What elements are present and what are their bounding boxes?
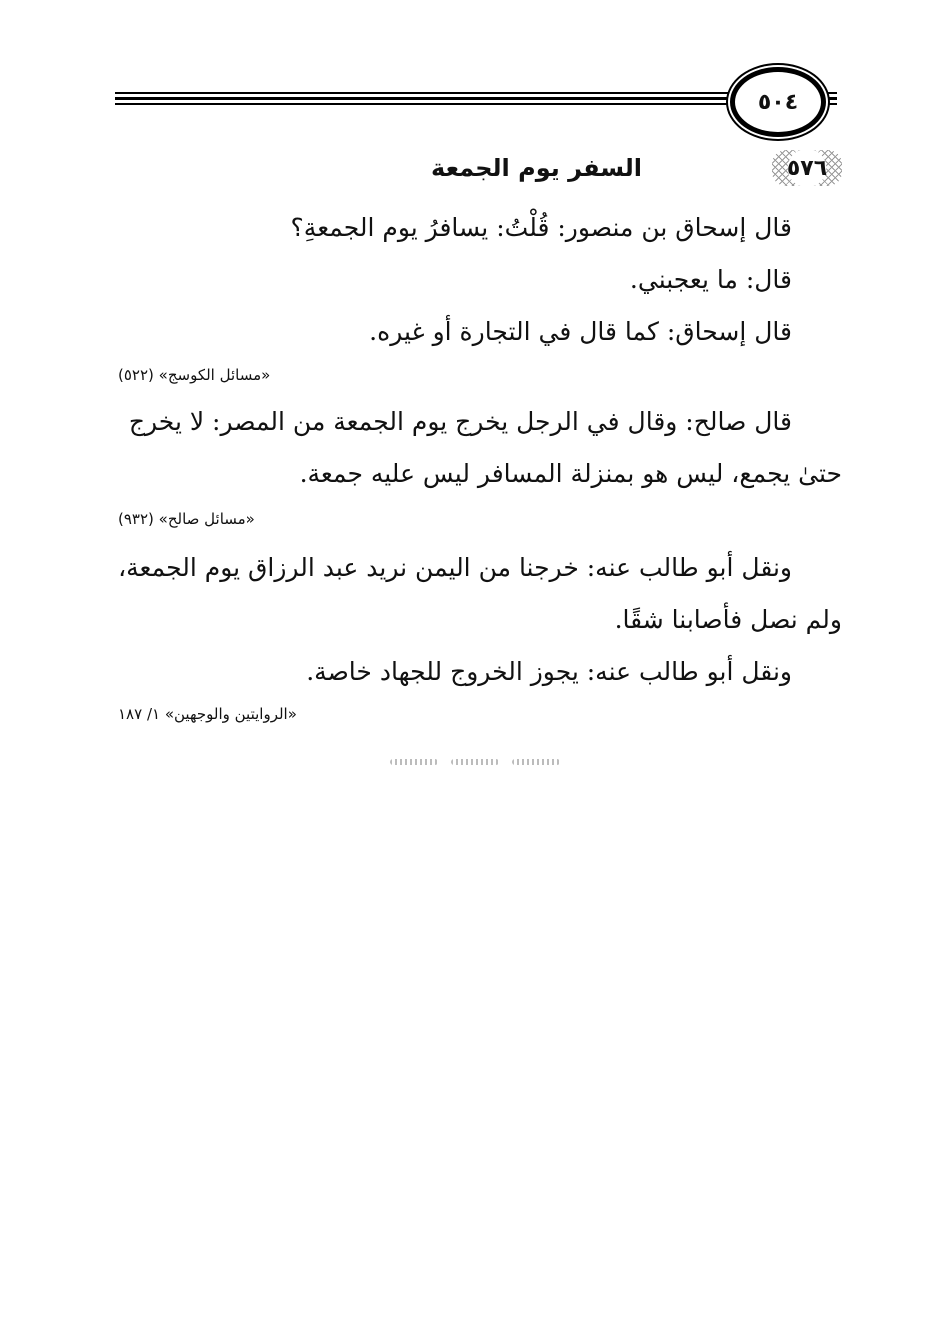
- ornament-mark: [512, 759, 560, 765]
- issue-number-badge: ٥٧٦: [772, 150, 842, 186]
- header-rule-line: [115, 103, 837, 105]
- ornament-mark: [390, 759, 438, 765]
- paragraph: ونقل أبو طالب عنه: يجوز الخروج للجهاد خاصة.: [306, 657, 792, 686]
- section-heading: [431, 148, 842, 188]
- page-number: ٥٠٤: [730, 67, 826, 137]
- header-rule-line: [115, 97, 837, 100]
- paragraph: قال: ما يعجبني.: [629, 265, 792, 294]
- reference-citation: «الروايتين والوجهين» ١/ ١٨٧: [118, 705, 297, 723]
- paragraph: ونقل أبو طالب عنه: خرجنا من اليمن نريد عبد الرزاق يوم الجمعة، ولم نصل فأصابنا شقًا.: [118, 553, 842, 634]
- paragraph: قال إسحاق: كما قال في التجارة أو غيره.: [369, 317, 792, 346]
- paragraph: قال صالح: وقال في الرجل يخرج يوم الجمعة من المصر: لا يخرج حتىٰ يجمع، ليس هو بمنزلة المسافر ليس عليه جمعة.: [128, 407, 842, 488]
- paragraph: قال إسحاق بن منصور: قُلْتُ: يسافرُ يوم الجمعةِ؟: [290, 213, 792, 242]
- reference-citation: «مسائل الكوسج» (٥٢٢): [118, 366, 271, 384]
- ornament-mark: [451, 759, 499, 765]
- section-end-ornament: [390, 755, 560, 769]
- header-rule-line: [115, 92, 837, 94]
- section-title: السفر يوم الجمعة: [431, 154, 642, 182]
- reference-citation: «مسائل صالح» (٩٣٢): [118, 510, 255, 528]
